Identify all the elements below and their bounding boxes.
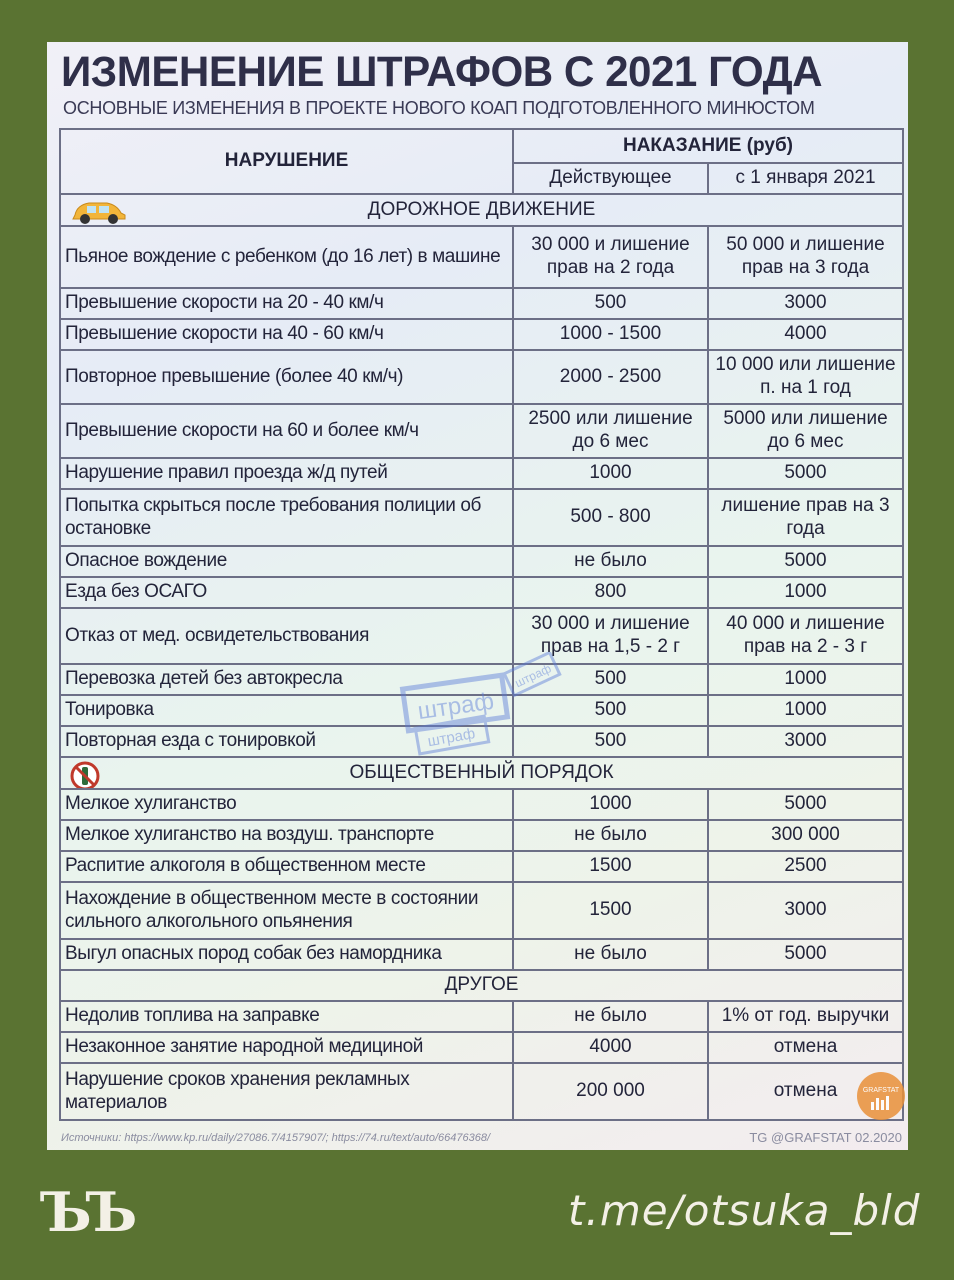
new-fine-cell: 1000 [708, 664, 903, 695]
current-fine-cell: не было [513, 546, 708, 577]
section-header-row [60, 757, 903, 789]
sources: Источники: https://www.kp.ru/daily/27086.7/4157907/; https://74.ru/text/auto/66476368/ [61, 1132, 491, 1144]
violation-cell: Опасное вождение [60, 546, 513, 577]
channel-link[interactable]: t.me/otsuka_bld [568, 1186, 921, 1235]
current-fine-cell: 30 000 и лишение прав на 2 года [513, 226, 708, 288]
table-row [60, 319, 903, 350]
current-fine-cell: 1000 [513, 789, 708, 820]
header-violation: НАРУШЕНИЕ [60, 129, 513, 194]
section-title-text: ДРУГОЕ [444, 974, 519, 996]
table-row [60, 404, 903, 458]
current-fine-cell: 4000 [513, 1032, 708, 1063]
new-fine-cell: 5000 или лишение до 6 мес [708, 404, 903, 458]
violation-cell: Выгул опасных пород собак без намордника [60, 939, 513, 970]
table-row [60, 350, 903, 404]
badge-text: GRAFSTAT [862, 1087, 900, 1094]
section-title [60, 970, 903, 1001]
new-fine-cell: 3000 [708, 882, 903, 939]
violation-cell: Нарушение сроков хранения рекламных материалов [60, 1063, 513, 1120]
violation-cell: Перевозка детей без автокресла [60, 664, 513, 695]
new-fine-cell: отмена [708, 1032, 903, 1063]
violation-cell: Превышение скорости на 60 и более км/ч [60, 404, 513, 458]
channel-logo: ЪЪ [40, 1180, 132, 1244]
current-fine-cell: 1000 - 1500 [513, 319, 708, 350]
new-fine-cell: 1000 [708, 695, 903, 726]
page-title: ИЗМЕНЕНИЕ ШТРАФОВ С 2021 ГОДА [61, 48, 823, 96]
violation-cell: Мелкое хулиганство [60, 789, 513, 820]
car-icon [69, 197, 129, 225]
table-row [60, 546, 903, 577]
table-row [60, 1001, 903, 1032]
new-fine-cell: 40 000 и лишение прав на 2 - 3 г [708, 608, 903, 664]
current-fine-cell: не было [513, 1001, 708, 1032]
current-fine-cell: 2500 или лишение до 6 мес [513, 404, 708, 458]
current-fine-cell: 30 000 и лишение прав на 1,5 - 2 г [513, 608, 708, 664]
current-fine-cell: 1500 [513, 851, 708, 882]
header-punishment: НАКАЗАНИЕ (руб) [513, 129, 903, 163]
new-fine-cell: 2500 [708, 851, 903, 882]
new-fine-cell: отмена [708, 1063, 903, 1120]
table-row [60, 820, 903, 851]
section-title [60, 757, 903, 789]
violation-cell: Езда без ОСАГО [60, 577, 513, 608]
fines-table [59, 128, 904, 1121]
current-fine-cell: 1000 [513, 458, 708, 489]
header-current: Действующее [513, 163, 708, 194]
new-fine-cell: 300 000 [708, 820, 903, 851]
table-row [60, 851, 903, 882]
new-fine-cell: 5000 [708, 546, 903, 577]
table-row [60, 608, 903, 664]
current-fine-cell: 500 [513, 695, 708, 726]
current-fine-cell: 500 [513, 726, 708, 757]
violation-cell: Попытка скрыться после требования полиции об остановке [60, 489, 513, 546]
new-fine-cell: 3000 [708, 726, 903, 757]
current-fine-cell: 500 [513, 288, 708, 319]
violation-cell: Превышение скорости на 20 - 40 км/ч [60, 288, 513, 319]
table-row [60, 577, 903, 608]
current-fine-cell: 800 [513, 577, 708, 608]
violation-cell: Нахождение в общественном месте в состоянии сильного алкогольного опьянения [60, 882, 513, 939]
table-row [60, 489, 903, 546]
table-row [60, 458, 903, 489]
credit: TG @GRAFSTAT 02.2020 [749, 1130, 902, 1145]
no-alcohol-icon [69, 760, 101, 789]
section-title [60, 194, 903, 226]
violation-cell: Пьяное вождение с ребенком (до 16 лет) в машине [60, 226, 513, 288]
violation-cell: Незаконное занятие народной медициной [60, 1032, 513, 1063]
table-row [60, 882, 903, 939]
violation-cell: Превышение скорости на 40 - 60 км/ч [60, 319, 513, 350]
current-fine-cell: не было [513, 820, 708, 851]
violation-cell: Тонировка [60, 695, 513, 726]
header-new: с 1 января 2021 [708, 163, 903, 194]
new-fine-cell: 10 000 или лишение п. на 1 год [708, 350, 903, 404]
bar-chart-icon [857, 1072, 905, 1120]
violation-cell: Повторная езда с тонировкой [60, 726, 513, 757]
current-fine-cell: не было [513, 939, 708, 970]
violation-cell: Повторное превышение (более 40 км/ч) [60, 350, 513, 404]
new-fine-cell: лишение прав на 3 года [708, 489, 903, 546]
violation-cell: Мелкое хулиганство на воздуш. транспорте [60, 820, 513, 851]
current-fine-cell: 500 [513, 664, 708, 695]
stamp-text-2: штраф [426, 725, 477, 751]
table-row [60, 664, 903, 695]
violation-cell: Распитие алкоголя в общественном месте [60, 851, 513, 882]
section-title-text: ДОРОЖНОЕ ДВИЖЕНИЕ [367, 198, 596, 220]
new-fine-cell: 4000 [708, 319, 903, 350]
current-fine-cell: 500 - 800 [513, 489, 708, 546]
stamp-text-1: штраф [415, 687, 496, 726]
table-row [60, 288, 903, 319]
table-row [60, 726, 903, 757]
page-subtitle: ОСНОВНЫЕ ИЗМЕНЕНИЯ В ПРОЕКТЕ НОВОГО КОАП ПОДГОТОВЛЕННОГО МИНЮСТОМ [63, 98, 815, 118]
table-row [60, 226, 903, 288]
table-row [60, 695, 903, 726]
section-title-text: ОБЩЕСТВЕННЫЙ ПОРЯДОК [349, 761, 614, 783]
grafstat-badge [857, 1072, 905, 1120]
new-fine-cell: 5000 [708, 789, 903, 820]
current-fine-cell: 2000 - 2500 [513, 350, 708, 404]
stamp-text-3: штраф [512, 661, 554, 691]
new-fine-cell: 50 000 и лишение прав на 3 года [708, 226, 903, 288]
violation-cell: Недолив топлива на заправке [60, 1001, 513, 1032]
current-fine-cell: 1500 [513, 882, 708, 939]
table-row [60, 789, 903, 820]
infographic-card [47, 42, 908, 1150]
violation-cell: Отказ от мед. освидетельствования [60, 608, 513, 664]
section-header-row [60, 194, 903, 226]
current-fine-cell: 200 000 [513, 1063, 708, 1120]
new-fine-cell: 3000 [708, 288, 903, 319]
table-row [60, 1032, 903, 1063]
new-fine-cell: 5000 [708, 458, 903, 489]
new-fine-cell: 1% от год. выручки [708, 1001, 903, 1032]
violation-cell: Нарушение правил проезда ж/д путей [60, 458, 513, 489]
new-fine-cell: 5000 [708, 939, 903, 970]
table-row [60, 1063, 903, 1120]
new-fine-cell: 1000 [708, 577, 903, 608]
table-row [60, 939, 903, 970]
section-header-row [60, 970, 903, 1001]
